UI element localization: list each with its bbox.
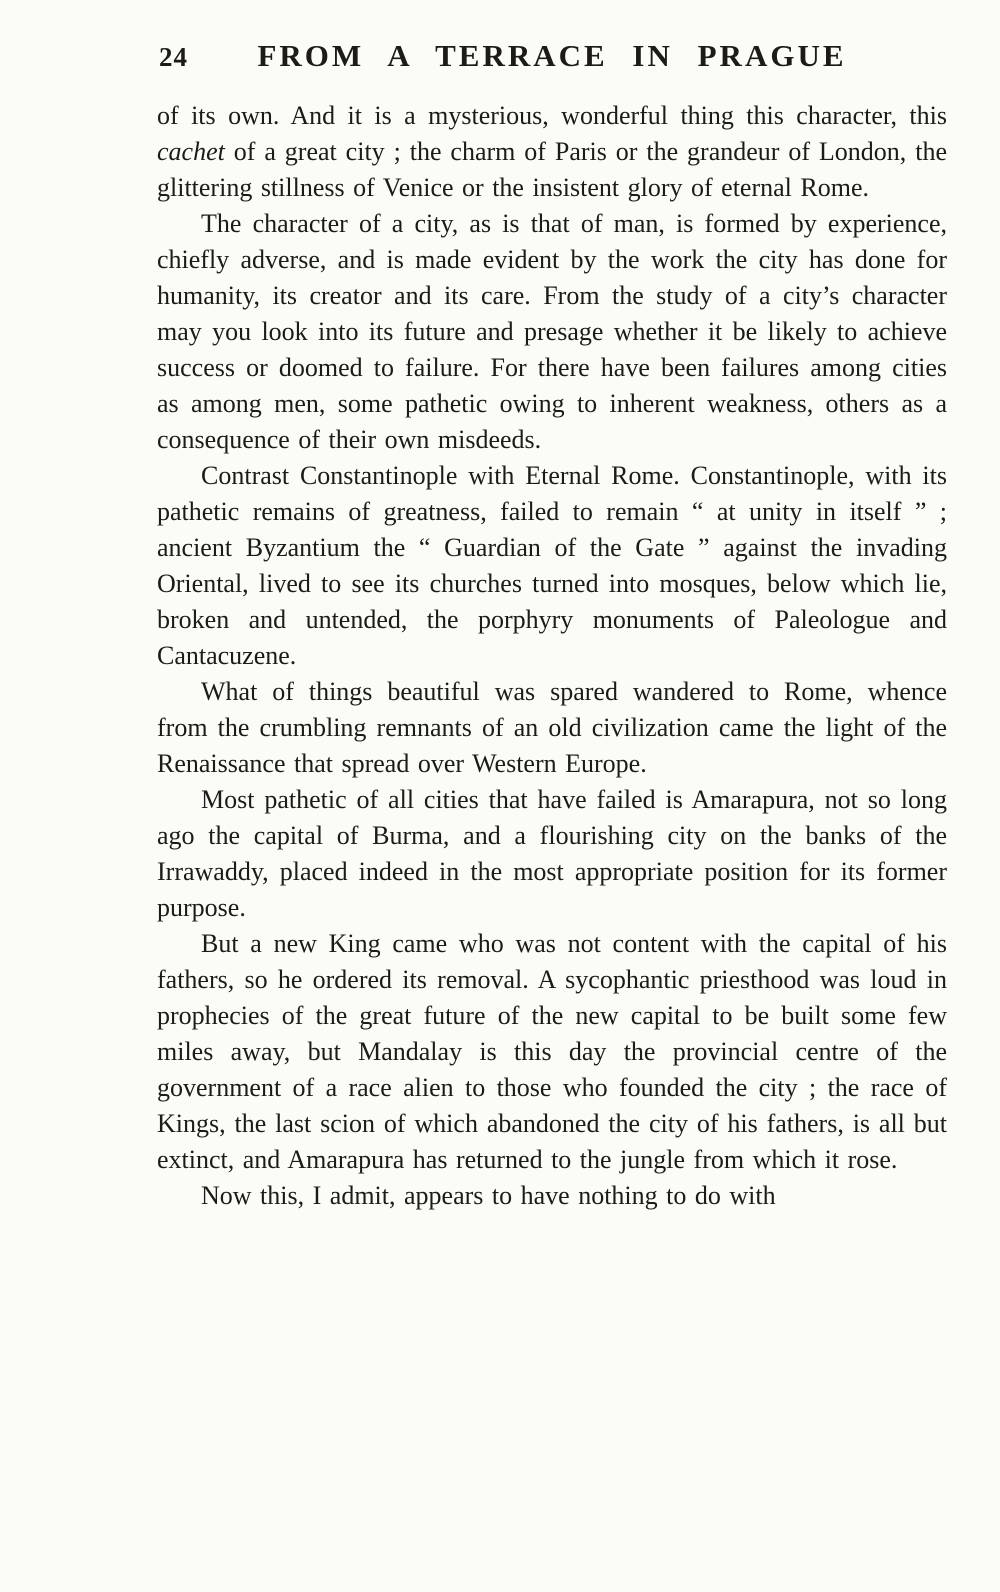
paragraph-text: of a great city ; the charm of Paris or the grandeur of London, the glittering stillness of Venice or the insistent glory of eternal Rome. (157, 137, 947, 202)
body-paragraph-3: Contrast Constantinople with Eternal Rome. Constantinople, with its pathetic remains of greatness, failed to remain “ at unity in itself ” ; ancient Byzantium the “ Guardian of the Gate ” against the invading Oriental, lived to see its churches turned into mosques, below which lie, broken and untended, the porphyry monuments of Paleologue and Cantacuzene. (157, 461, 947, 670)
running-title: FROM A TERRACE IN PRAGUE (257, 38, 847, 73)
italic-word-cachet: cachet (157, 137, 225, 166)
body-paragraph-7: Now this, I admit, appears to have nothing to do with (201, 1181, 776, 1210)
text-column (157, 38, 947, 1214)
page-number: 24 (159, 42, 188, 72)
body-paragraph-5: Most pathetic of all cities that have failed is Amarapura, not so long ago the capital of Burma, and a flourishing city on the banks of the Irrawaddy, placed indeed in the most appropriate position for its former purpose. (157, 785, 947, 922)
page-header (157, 38, 947, 82)
body-paragraph-6: But a new King came who was not content with the capital of his fathers, so he ordered its removal. A sycophantic priesthood was loud in prophecies of the great future of the new capital to be built some few miles away, but Mandalay is this day the provincial centre of the government of a race alien to those who founded the city ; the race of Kings, the last scion of which abandoned the city of his fathers, is all but extinct, and Amarapura has returned to the jungle from which it rose. (157, 929, 947, 1174)
page-body (157, 98, 947, 1214)
paragraph-text: of its own. And it is a mysterious, wonderful thing this character, this (157, 101, 947, 130)
body-paragraph-1 (157, 98, 947, 206)
body-paragraph-2: The character of a city, as is that of man, is formed by experience, chiefly adverse, and is made evident by the work the city has done for humanity, its creator and its care. From the study of a city’s character may you look into its future and presage whether it be likely to achieve success or doomed to failure. For there have been failures among cities as among men, some pathetic owing to inherent weakness, others as a consequence of their own misdeeds. (157, 209, 947, 454)
body-paragraph-4: What of things beautiful was spared wandered to Rome, whence from the crumbling remnants of an old civilization came the light of the Renaissance that spread over Western Europe. (157, 677, 947, 778)
